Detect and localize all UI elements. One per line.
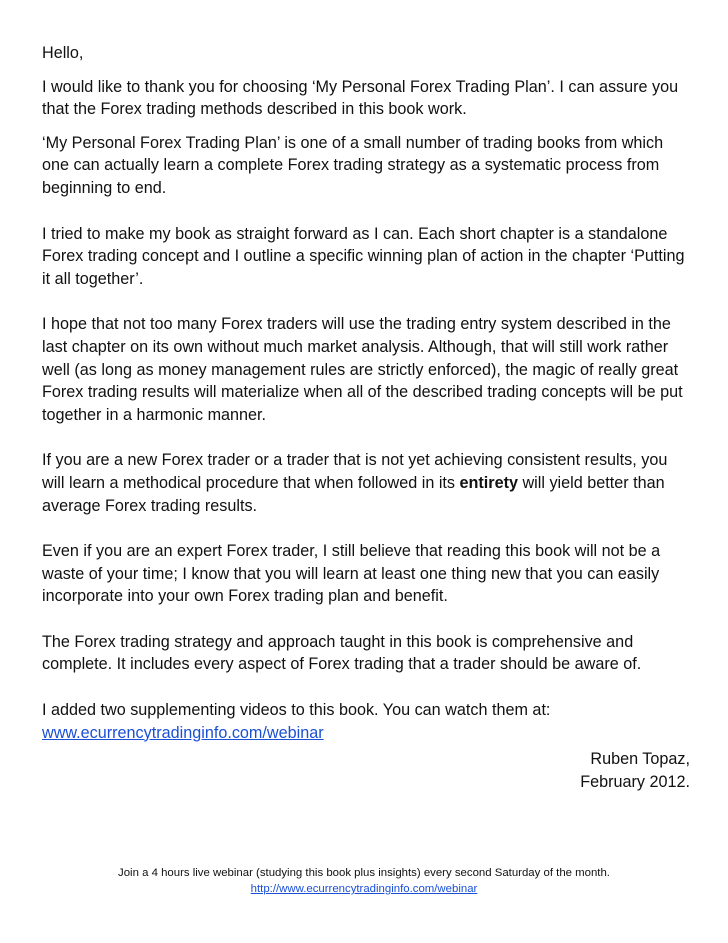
signature-date: February 2012. [580,773,690,792]
paragraph-thanks: I would like to thank you for choosing ‘My Personal Forex Trading Plan’. I can assure you that the Forex trading methods described in this book work. [42,77,679,119]
greeting: Hello, [42,44,84,62]
paragraph-book-description: ‘My Personal Forex Trading Plan’ is one of a small number of trading books from which one can actually learn a complete Forex trading strategy as a systematic process from beginning to end. [42,133,664,197]
footer [0,865,728,897]
paragraph-expert-trader: Even if you are an expert Forex trader, I still believe that reading this book will not be a waste of your time; I know that you will learn at least one thing new that you can easily incorporate into your own Forex trading plan and benefit. [42,542,661,606]
footer-text: Join a 4 hours live webinar (studying this book plus insights) every second Saturday of the month. [118,867,610,879]
paragraph-new-trader-end: will yield better than average Forex trading results. [42,473,665,515]
webinar-link[interactable]: www.ecurrencytradinginfo.com/webinar [42,723,324,742]
footer-webinar-link[interactable]: http://www.ecurrencytradinginfo.com/webinar [250,883,478,895]
paragraph-structure: I tried to make my book as straight forward as I can. Each short chapter is a standalone Forex trading concept and I outline a specific winning plan of action in the chapter ‘Putting it all together’. [42,224,685,288]
paragraph-videos [42,699,690,744]
paragraph-strategy: The Forex trading strategy and approach taught in this book is comprehensive and complete. It includes every aspect of Forex trading that a trader should be aware of. [42,632,642,674]
letter-body [42,42,690,794]
videos-text: I added two supplementing videos to this book. You can watch them at: [42,701,551,720]
paragraph-entry-system: I hope that not too many Forex traders will use the trading entry system described in the last chapter on its own without much market analysis. Although, that will still work rather well (as long as money management rules are strictly enforced), the magic of really great Forex trading results will materialize when all of the described trading concepts will be put together in a harmonic manner. [42,315,683,424]
entirety-emphasis: entirety [459,473,518,492]
paragraph-new-trader [42,449,690,517]
paragraph-new-trader-start: If you are a new Forex trader or a trader that is not yet achieving consistent results, you will learn a methodical procedure that when followed in its [42,451,668,492]
signature-name: Ruben Topaz, [590,750,690,769]
signature [42,748,690,794]
